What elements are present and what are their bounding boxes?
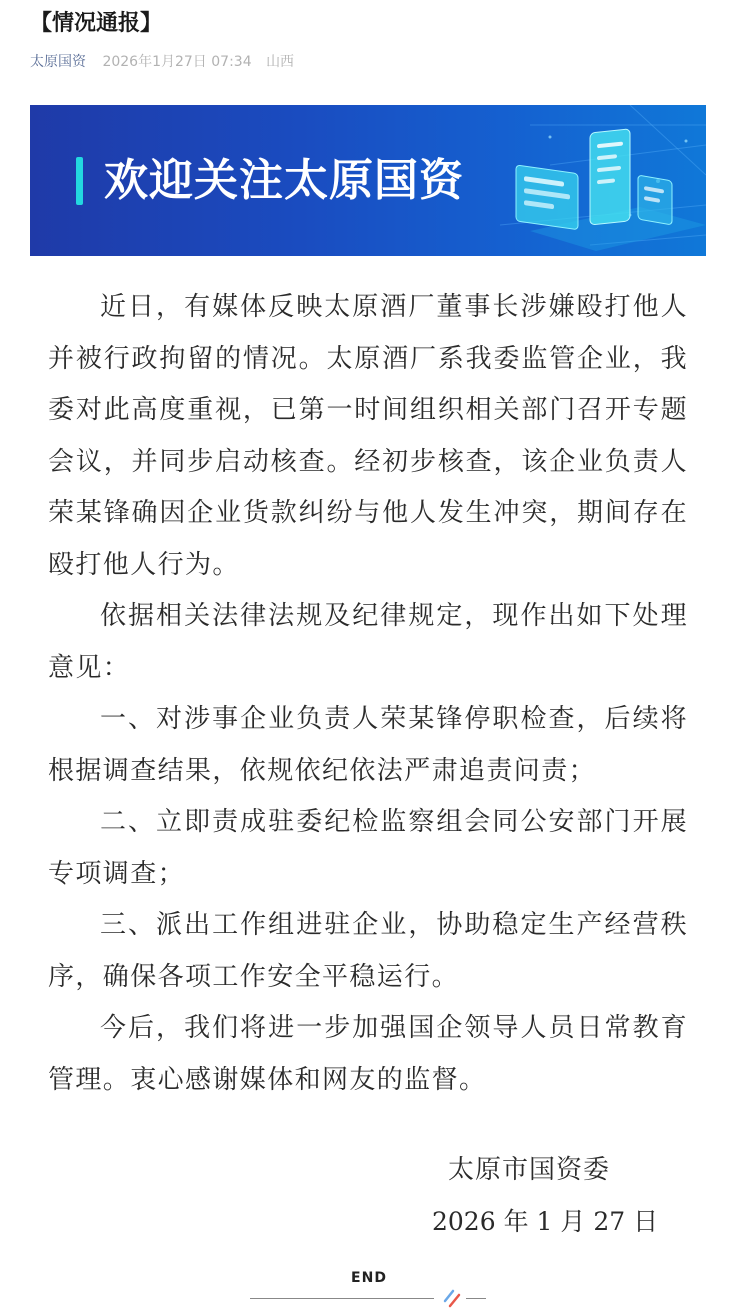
- body-paragraph: 依据相关法律法规及纪律规定，现作出如下处理意见：: [48, 601, 688, 683]
- banner-accent-bar: [76, 157, 83, 205]
- body-paragraph: 二、立即责成驻委纪检监察组会同公安部门开展专项调查；: [48, 807, 688, 889]
- end-divider-left: [250, 1298, 434, 1299]
- body-paragraph: 近日，有媒体反映太原酒厂董事长涉嫌殴打他人并被行政拘留的情况。太原酒厂系我委监管企业，我委对此高度重视，已第一时间组织相关部门召开专题会议，并同步启动核查。经初步核查，该企业负责人荣某锋确因企业货款纠纷与他人发生冲突，期间存在殴打他人行为。: [48, 292, 688, 580]
- body-paragraph: 三、派出工作组进驻企业，协助稳定生产经营秩序，确保各项工作安全平稳运行。: [48, 910, 688, 992]
- publish-time: 2026年1月27日 07:34: [102, 54, 252, 70]
- signature-org: 太原市国资委: [448, 1155, 611, 1185]
- article-meta: [30, 52, 294, 72]
- end-divider-right: [466, 1298, 486, 1299]
- body-paragraph: 一、对涉事企业负责人荣某锋停职检查，后续将根据调查结果，依规依纪依法严肃追责问责；: [48, 704, 688, 786]
- account-name-link[interactable]: 太原国资: [30, 54, 86, 70]
- banner-title: 欢迎关注太原国资: [104, 155, 464, 206]
- publish-location: 山西: [266, 54, 295, 70]
- end-label: END: [351, 1270, 387, 1286]
- body-paragraph: 今后，我们将进一步加强国企领导人员日常教育管理。衷心感谢媒体和网友的监督。: [48, 1013, 688, 1095]
- article-title: 【情况通报】: [30, 11, 163, 36]
- article-body: [48, 282, 688, 1106]
- signature-date: 2026 年 1 月 27 日: [432, 1207, 659, 1236]
- end-slash-icon: [441, 1287, 463, 1309]
- welcome-banner: [30, 105, 706, 256]
